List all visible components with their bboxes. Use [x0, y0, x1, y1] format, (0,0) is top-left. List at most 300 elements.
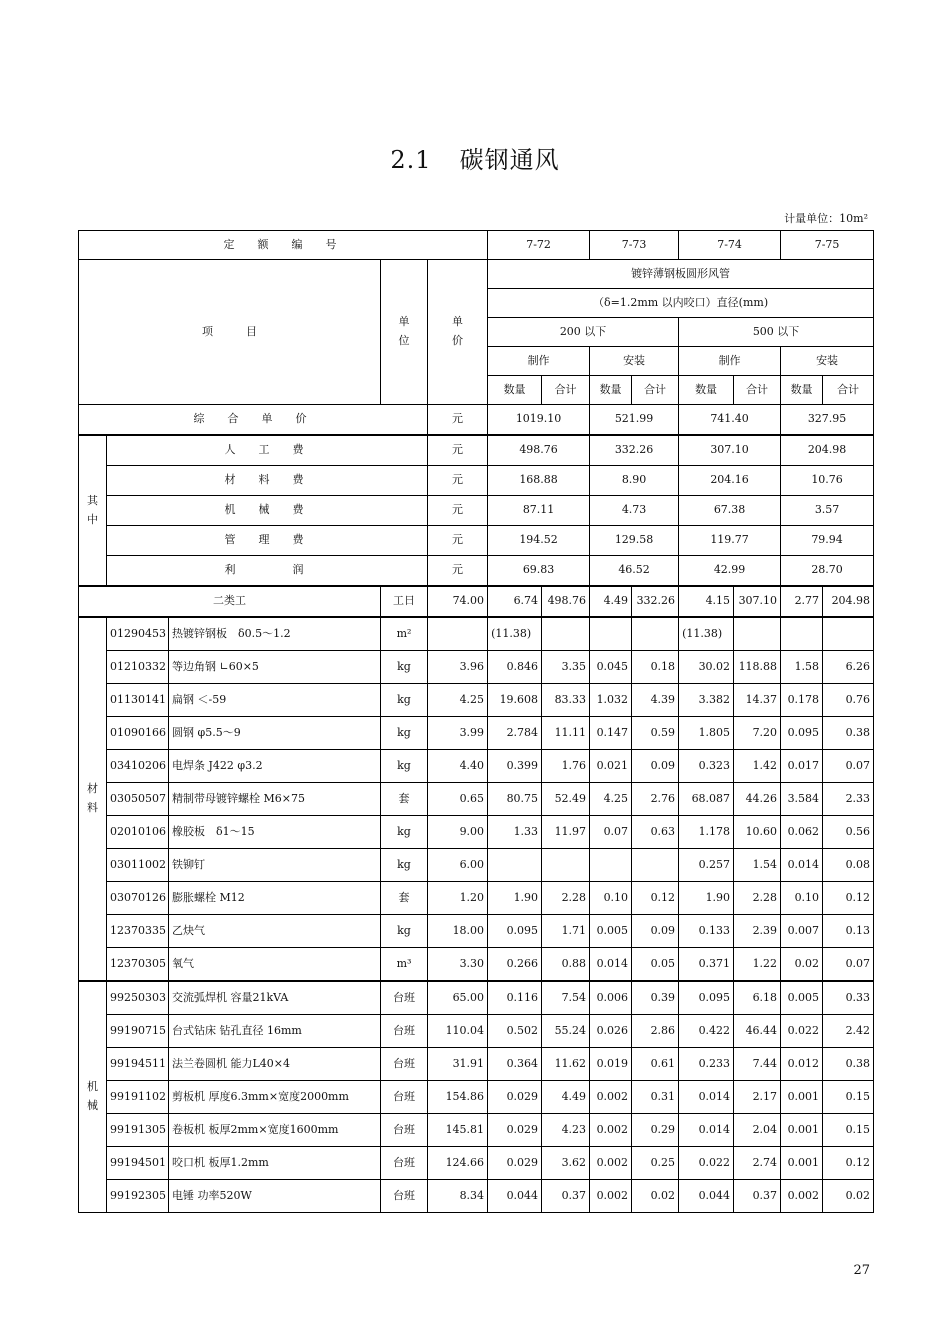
materials-unit: kg	[381, 816, 428, 849]
qty-label: 数量	[781, 376, 823, 405]
breakdown-value: 168.88	[488, 466, 590, 496]
machines-cell: 7.54	[542, 981, 590, 1015]
breakdown-group-label-text: 其中	[87, 493, 98, 526]
materials-name: 膨胀螺栓 M12	[169, 882, 381, 915]
materials-price: 1.20	[428, 882, 488, 915]
materials-cell: 3.584	[781, 783, 823, 816]
machines-cell: 0.029	[488, 1147, 542, 1180]
materials-cell: 0.257	[679, 849, 734, 882]
materials-cell: 0.266	[488, 948, 542, 982]
machines-price: 31.91	[428, 1048, 488, 1081]
materials-cell: 0.021	[590, 750, 632, 783]
breakdown-value: 28.70	[781, 556, 874, 587]
breakdown-value: 204.98	[781, 435, 874, 466]
materials-price	[428, 617, 488, 651]
materials-cell: 0.08	[823, 849, 874, 882]
materials-cell: (11.38)	[488, 617, 542, 651]
machines-price: 124.66	[428, 1147, 488, 1180]
machines-code: 99192305	[107, 1180, 169, 1213]
materials-cell: 0.07	[823, 750, 874, 783]
machines-cell: 0.022	[679, 1147, 734, 1180]
materials-price: 9.00	[428, 816, 488, 849]
machines-cell: 2.17	[734, 1081, 781, 1114]
materials-cell: 0.10	[590, 882, 632, 915]
quota-code: 7-73	[590, 231, 679, 260]
materials-cell	[542, 617, 590, 651]
materials-cell: 2.76	[632, 783, 679, 816]
labor-price: 74.00	[428, 586, 488, 617]
breakdown-group-label	[79, 435, 107, 586]
machines-cell: 4.49	[542, 1081, 590, 1114]
labor-cell: 2.77	[781, 586, 823, 617]
labor-cell: 332.26	[632, 586, 679, 617]
machines-price: 110.04	[428, 1015, 488, 1048]
materials-price: 0.65	[428, 783, 488, 816]
breakdown-unit: 元	[428, 435, 488, 466]
machines-cell: 0.006	[590, 981, 632, 1015]
materials-cell: 0.017	[781, 750, 823, 783]
machines-cell: 0.005	[781, 981, 823, 1015]
machines-cell: 46.44	[734, 1015, 781, 1048]
materials-cell	[632, 849, 679, 882]
materials-cell: 118.88	[734, 651, 781, 684]
machines-cell: 0.15	[823, 1114, 874, 1147]
machines-cell: 0.61	[632, 1048, 679, 1081]
title-number: 2.1	[390, 146, 432, 174]
header-row-product	[79, 260, 874, 289]
materials-name: 等边角钢 ∟60×5	[169, 651, 381, 684]
materials-price: 3.99	[428, 717, 488, 750]
materials-cell: 3.35	[542, 651, 590, 684]
machines-cell: 0.044	[488, 1180, 542, 1213]
breakdown-value: 204.16	[679, 466, 781, 496]
op-label: 制作	[488, 347, 590, 376]
materials-name: 圆钢 φ5.5～9	[169, 717, 381, 750]
materials-cell: 0.07	[590, 816, 632, 849]
op-label: 安装	[781, 347, 874, 376]
machines-unit: 台班	[381, 1048, 428, 1081]
materials-cell: 0.13	[823, 915, 874, 948]
materials-cell: 80.75	[488, 783, 542, 816]
materials-cell: 0.178	[781, 684, 823, 717]
materials-cell: 6.26	[823, 651, 874, 684]
materials-cell: 1.54	[734, 849, 781, 882]
materials-row	[79, 684, 874, 717]
materials-cell: 0.323	[679, 750, 734, 783]
breakdown-unit: 元	[428, 496, 488, 526]
breakdown-name: 管 理 费	[107, 526, 428, 556]
breakdown-value: 332.26	[590, 435, 679, 466]
machines-price: 8.34	[428, 1180, 488, 1213]
machines-row	[79, 981, 874, 1015]
materials-cell	[823, 617, 874, 651]
materials-cell: 0.062	[781, 816, 823, 849]
machines-cell: 0.02	[823, 1180, 874, 1213]
materials-row	[79, 783, 874, 816]
breakdown-row	[79, 556, 874, 587]
materials-cell: 2.39	[734, 915, 781, 948]
materials-cell: 2.33	[823, 783, 874, 816]
machines-cell: 0.364	[488, 1048, 542, 1081]
materials-unit: kg	[381, 717, 428, 750]
machines-price: 145.81	[428, 1114, 488, 1147]
materials-cell: 11.11	[542, 717, 590, 750]
materials-row	[79, 849, 874, 882]
machines-group-label	[79, 981, 107, 1213]
breakdown-unit: 元	[428, 466, 488, 496]
breakdown-row	[79, 466, 874, 496]
materials-group-label-text: 材料	[87, 782, 98, 814]
machines-cell: 0.012	[781, 1048, 823, 1081]
machines-unit: 台班	[381, 1114, 428, 1147]
materials-cell: 0.63	[632, 816, 679, 849]
breakdown-value: 119.77	[679, 526, 781, 556]
breakdown-unit: 元	[428, 556, 488, 587]
materials-cell: 0.12	[632, 882, 679, 915]
breakdown-value: 8.90	[590, 466, 679, 496]
materials-cell: 68.087	[679, 783, 734, 816]
unit-label-text: 单位	[398, 315, 410, 347]
materials-code: 03410206	[107, 750, 169, 783]
materials-cell: 0.846	[488, 651, 542, 684]
breakdown-unit: 元	[428, 526, 488, 556]
materials-cell: 0.88	[542, 948, 590, 982]
machines-cell: 0.044	[679, 1180, 734, 1213]
machines-cell: 0.014	[679, 1081, 734, 1114]
materials-code: 12370305	[107, 948, 169, 982]
product-spec: （δ=1.2mm 以内咬口）直径(mm)	[488, 289, 874, 318]
machines-name: 剪板机 厚度6.3mm×宽度2000mm	[169, 1081, 381, 1114]
materials-price: 4.25	[428, 684, 488, 717]
breakdown-value: 4.73	[590, 496, 679, 526]
materials-unit: kg	[381, 915, 428, 948]
materials-code: 02010106	[107, 816, 169, 849]
labor-name: 二类工	[79, 586, 381, 617]
materials-cell: 52.49	[542, 783, 590, 816]
machines-row	[79, 1015, 874, 1048]
materials-row	[79, 750, 874, 783]
op-label: 制作	[679, 347, 781, 376]
materials-unit: kg	[381, 849, 428, 882]
materials-cell	[632, 617, 679, 651]
machines-unit: 台班	[381, 1180, 428, 1213]
sum-label: 合计	[734, 376, 781, 405]
machines-cell: 0.116	[488, 981, 542, 1015]
materials-row	[79, 717, 874, 750]
materials-name: 电焊条 J422 φ3.2	[169, 750, 381, 783]
materials-cell: (11.38)	[679, 617, 734, 651]
machines-cell: 2.42	[823, 1015, 874, 1048]
qty-label: 数量	[590, 376, 632, 405]
machines-cell: 0.014	[679, 1114, 734, 1147]
materials-cell: 1.58	[781, 651, 823, 684]
machines-code: 99250303	[107, 981, 169, 1015]
materials-cell: 1.032	[590, 684, 632, 717]
materials-price: 4.40	[428, 750, 488, 783]
quota-table	[78, 230, 874, 1213]
machines-cell: 0.37	[542, 1180, 590, 1213]
materials-cell: 4.25	[590, 783, 632, 816]
qty-label: 数量	[679, 376, 734, 405]
materials-cell: 1.76	[542, 750, 590, 783]
materials-cell	[781, 617, 823, 651]
op-label: 安装	[590, 347, 679, 376]
materials-code: 01130141	[107, 684, 169, 717]
machines-cell: 0.15	[823, 1081, 874, 1114]
breakdown-value: 79.94	[781, 526, 874, 556]
machines-code: 99191305	[107, 1114, 169, 1147]
breakdown-value: 69.83	[488, 556, 590, 587]
materials-cell: 14.37	[734, 684, 781, 717]
summary-label: 综 合 单 价	[79, 405, 428, 436]
machines-cell: 0.022	[781, 1015, 823, 1048]
materials-cell: 1.178	[679, 816, 734, 849]
machines-cell: 0.029	[488, 1114, 542, 1147]
machines-cell: 0.422	[679, 1015, 734, 1048]
materials-price: 3.30	[428, 948, 488, 982]
materials-cell: 2.28	[542, 882, 590, 915]
materials-cell	[590, 849, 632, 882]
materials-cell: 7.20	[734, 717, 781, 750]
materials-cell: 4.39	[632, 684, 679, 717]
materials-cell: 1.42	[734, 750, 781, 783]
breakdown-value: 498.76	[488, 435, 590, 466]
machines-row	[79, 1114, 874, 1147]
materials-cell: 30.02	[679, 651, 734, 684]
labor-unit: 工日	[381, 586, 428, 617]
machines-cell: 0.37	[734, 1180, 781, 1213]
materials-cell: 0.005	[590, 915, 632, 948]
materials-cell: 2.784	[488, 717, 542, 750]
materials-cell: 0.12	[823, 882, 874, 915]
materials-cell: 2.28	[734, 882, 781, 915]
machines-cell: 0.026	[590, 1015, 632, 1048]
breakdown-name: 材 料 费	[107, 466, 428, 496]
header-row-quota	[79, 231, 874, 260]
machines-name: 卷板机 板厚2mm×宽度1600mm	[169, 1114, 381, 1147]
materials-name: 精制带母镀锌螺栓 M6×75	[169, 783, 381, 816]
breakdown-value: 87.11	[488, 496, 590, 526]
machines-name: 咬口机 板厚1.2mm	[169, 1147, 381, 1180]
machines-cell: 6.18	[734, 981, 781, 1015]
machines-code: 99194501	[107, 1147, 169, 1180]
materials-row	[79, 882, 874, 915]
summary-value: 741.40	[679, 405, 781, 436]
sum-label: 合计	[823, 376, 874, 405]
materials-cell: 0.095	[488, 915, 542, 948]
machines-cell: 4.23	[542, 1114, 590, 1147]
materials-cell: 0.09	[632, 750, 679, 783]
machines-unit: 台班	[381, 1015, 428, 1048]
materials-cell: 0.147	[590, 717, 632, 750]
labor-cell: 307.10	[734, 586, 781, 617]
materials-code: 12370335	[107, 915, 169, 948]
machines-row	[79, 1081, 874, 1114]
machines-row	[79, 1147, 874, 1180]
materials-cell: 0.07	[823, 948, 874, 982]
machines-price: 154.86	[428, 1081, 488, 1114]
breakdown-value: 67.38	[679, 496, 781, 526]
materials-name: 热镀锌钢板 δ0.5～1.2	[169, 617, 381, 651]
product-name: 镀锌薄钢板圆形风管	[488, 260, 874, 289]
machines-cell: 0.38	[823, 1048, 874, 1081]
machines-cell: 0.12	[823, 1147, 874, 1180]
materials-cell: 0.09	[632, 915, 679, 948]
materials-cell: 0.05	[632, 948, 679, 982]
machines-name: 电锤 功率520W	[169, 1180, 381, 1213]
materials-cell	[590, 617, 632, 651]
machines-cell: 2.74	[734, 1147, 781, 1180]
materials-unit: kg	[381, 750, 428, 783]
machines-cell: 0.001	[781, 1147, 823, 1180]
materials-row	[79, 948, 874, 982]
materials-unit: m²	[381, 617, 428, 651]
price-label	[428, 260, 488, 405]
page-number: 27	[853, 1263, 870, 1278]
materials-code: 03050507	[107, 783, 169, 816]
breakdown-row	[79, 526, 874, 556]
materials-cell	[734, 617, 781, 651]
materials-row	[79, 617, 874, 651]
materials-cell: 10.60	[734, 816, 781, 849]
machines-cell: 0.029	[488, 1081, 542, 1114]
qty-label: 数量	[488, 376, 542, 405]
materials-name: 铁铆钉	[169, 849, 381, 882]
breakdown-row	[79, 496, 874, 526]
machines-cell: 2.04	[734, 1114, 781, 1147]
breakdown-name: 机 械 费	[107, 496, 428, 526]
labor-cell: 4.49	[590, 586, 632, 617]
machines-cell: 0.095	[679, 981, 734, 1015]
materials-unit: m³	[381, 948, 428, 982]
breakdown-value: 42.99	[679, 556, 781, 587]
breakdown-value: 10.76	[781, 466, 874, 496]
breakdown-value: 46.52	[590, 556, 679, 587]
breakdown-value: 129.58	[590, 526, 679, 556]
summary-unit: 元	[428, 405, 488, 436]
materials-cell: 0.399	[488, 750, 542, 783]
unit-note: 计量单位：10m²	[784, 212, 868, 225]
materials-row	[79, 651, 874, 684]
machines-cell: 0.001	[781, 1114, 823, 1147]
materials-cell: 0.02	[781, 948, 823, 982]
machines-cell: 0.33	[823, 981, 874, 1015]
machines-unit: 台班	[381, 1081, 428, 1114]
item-label: 项 目	[79, 260, 381, 405]
materials-name: 乙炔气	[169, 915, 381, 948]
machines-cell: 0.002	[590, 1081, 632, 1114]
machines-code: 99190715	[107, 1015, 169, 1048]
materials-row	[79, 915, 874, 948]
materials-cell: 3.382	[679, 684, 734, 717]
machines-cell: 0.29	[632, 1114, 679, 1147]
quota-code: 7-75	[781, 231, 874, 260]
price-label-text: 单价	[452, 315, 464, 347]
size-group: 500 以下	[679, 318, 874, 347]
materials-cell: 1.90	[679, 882, 734, 915]
quota-no-label: 定 额 编 号	[79, 231, 488, 260]
machines-row	[79, 1048, 874, 1081]
materials-cell: 0.18	[632, 651, 679, 684]
materials-cell: 0.014	[590, 948, 632, 982]
summary-value: 521.99	[590, 405, 679, 436]
materials-cell: 0.095	[781, 717, 823, 750]
machines-cell: 0.019	[590, 1048, 632, 1081]
materials-cell: 1.22	[734, 948, 781, 982]
materials-cell: 0.371	[679, 948, 734, 982]
materials-cell: 0.38	[823, 717, 874, 750]
materials-cell: 0.133	[679, 915, 734, 948]
machines-cell: 0.502	[488, 1015, 542, 1048]
machines-cell: 0.31	[632, 1081, 679, 1114]
machines-cell: 2.86	[632, 1015, 679, 1048]
materials-cell: 1.90	[488, 882, 542, 915]
materials-cell: 44.26	[734, 783, 781, 816]
materials-cell: 1.805	[679, 717, 734, 750]
breakdown-row	[79, 435, 874, 466]
page-title	[0, 140, 950, 175]
machines-group-label-text: 机械	[87, 1080, 98, 1112]
materials-name: 扁钢 ＜-59	[169, 684, 381, 717]
quota-code: 7-72	[488, 231, 590, 260]
materials-cell: 0.007	[781, 915, 823, 948]
materials-cell: 1.33	[488, 816, 542, 849]
labor-cell: 498.76	[542, 586, 590, 617]
machines-price: 65.00	[428, 981, 488, 1015]
machines-cell: 0.39	[632, 981, 679, 1015]
breakdown-name: 人 工 费	[107, 435, 428, 466]
title-text: 碳钢通风	[459, 146, 560, 174]
materials-cell: 11.97	[542, 816, 590, 849]
unit-label	[381, 260, 428, 405]
machines-cell: 0.002	[781, 1180, 823, 1213]
breakdown-name: 利 润	[107, 556, 428, 587]
materials-group-label	[79, 617, 107, 981]
machines-name: 台式钻床 钻孔直径 16mm	[169, 1015, 381, 1048]
size-group: 200 以下	[488, 318, 679, 347]
materials-cell: 0.014	[781, 849, 823, 882]
breakdown-value: 194.52	[488, 526, 590, 556]
materials-name: 氧气	[169, 948, 381, 982]
materials-code: 01290453	[107, 617, 169, 651]
materials-code: 03070126	[107, 882, 169, 915]
materials-cell	[488, 849, 542, 882]
machines-name: 法兰卷圆机 能力L40×4	[169, 1048, 381, 1081]
machines-cell: 55.24	[542, 1015, 590, 1048]
breakdown-value: 3.57	[781, 496, 874, 526]
machines-cell: 0.002	[590, 1147, 632, 1180]
machines-name: 交流弧焊机 容量21kVA	[169, 981, 381, 1015]
materials-code: 01210332	[107, 651, 169, 684]
machines-code: 99194511	[107, 1048, 169, 1081]
sum-label: 合计	[632, 376, 679, 405]
machines-cell: 0.233	[679, 1048, 734, 1081]
materials-code: 03011002	[107, 849, 169, 882]
summary-value: 1019.10	[488, 405, 590, 436]
machines-cell: 0.25	[632, 1147, 679, 1180]
machines-cell: 0.002	[590, 1180, 632, 1213]
summary-row	[79, 405, 874, 436]
materials-cell: 19.608	[488, 684, 542, 717]
materials-cell: 0.76	[823, 684, 874, 717]
machines-cell: 0.001	[781, 1081, 823, 1114]
materials-cell: 83.33	[542, 684, 590, 717]
materials-cell: 0.59	[632, 717, 679, 750]
labor-cell: 6.74	[488, 586, 542, 617]
materials-name: 橡胶板 δ1～15	[169, 816, 381, 849]
materials-price: 18.00	[428, 915, 488, 948]
machines-cell: 11.62	[542, 1048, 590, 1081]
